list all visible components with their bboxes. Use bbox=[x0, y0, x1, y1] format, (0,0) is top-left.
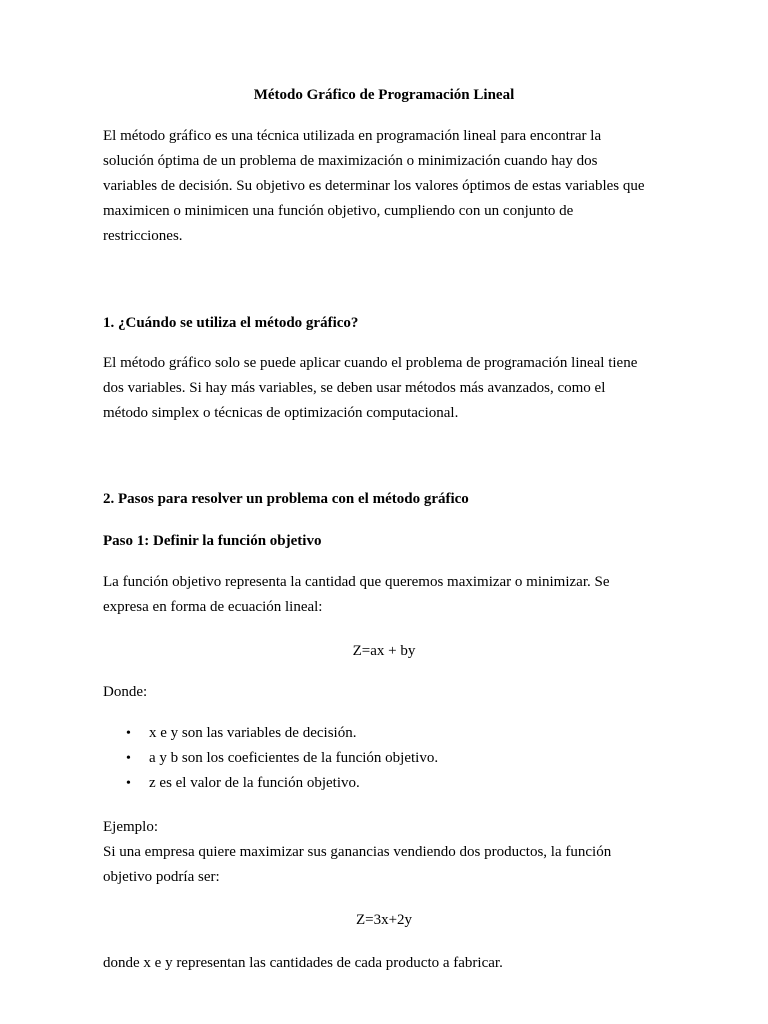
formula-objective-general: Z=ax + by bbox=[352, 643, 416, 659]
intro-line: El método gráfico es una técnica utilizada en programación lineal para encontrar la bbox=[103, 128, 602, 144]
list-item-text: x e y son las variables de decisión. bbox=[149, 725, 357, 741]
example-label: Ejemplo: bbox=[103, 819, 158, 835]
section1-line: El método gráfico solo se puede aplicar cuando el problema de programación lineal tiene bbox=[103, 355, 638, 371]
variables-bullet-list bbox=[103, 721, 438, 796]
intro-line: solución óptima de un problema de maximización o minimización cuando hay dos bbox=[103, 153, 598, 169]
intro-line: restricciones. bbox=[103, 228, 183, 244]
list-item-text: a y b son los coeficientes de la función objetivo. bbox=[149, 750, 439, 766]
section1-line: dos variables. Si hay más variables, se deben usar métodos más avanzados, como el bbox=[103, 380, 606, 396]
intro-line: variables de decisión. Su objetivo es determinar los valores óptimos de estas variables que bbox=[103, 178, 645, 194]
intro-paragraph bbox=[103, 124, 645, 249]
section1-paragraph bbox=[103, 351, 637, 426]
bullet-icon: • bbox=[126, 726, 131, 741]
formula-objective-example: Z=3x+2y bbox=[355, 912, 413, 928]
step1-line: expresa en forma de ecuación lineal: bbox=[103, 599, 323, 615]
section1-heading: 1. ¿Cuándo se utiliza el método gráfico? bbox=[103, 315, 359, 331]
section2-heading: 2. Pasos para resolver un problema con el método gráfico bbox=[103, 491, 469, 507]
intro-line: maximicen o minimicen una función objetivo, cumpliendo con un conjunto de bbox=[103, 203, 574, 219]
bullet-icon: • bbox=[126, 776, 131, 791]
list-item bbox=[103, 771, 438, 796]
step1-line: La función objetivo representa la cantidad que queremos maximizar o minimizar. Se bbox=[103, 574, 610, 590]
closing-line: donde x e y representan las cantidades de cada producto a fabricar. bbox=[103, 955, 503, 971]
document-title: Método Gráfico de Programación Lineal bbox=[253, 87, 515, 103]
example-line: objetivo podría ser: bbox=[103, 869, 220, 885]
list-item-text: z es el valor de la función objetivo. bbox=[149, 775, 360, 791]
example-paragraph bbox=[103, 815, 611, 890]
step1-paragraph bbox=[103, 570, 610, 620]
section1-line: método simplex o técnicas de optimización computacional. bbox=[103, 405, 459, 421]
bullet-icon: • bbox=[126, 751, 131, 766]
list-item bbox=[103, 746, 438, 771]
step1-heading: Paso 1: Definir la función objetivo bbox=[103, 533, 322, 549]
list-item bbox=[103, 721, 438, 746]
donde-label: Donde: bbox=[103, 684, 148, 700]
example-line: Si una empresa quiere maximizar sus ganancias vendiendo dos productos, la función bbox=[103, 844, 612, 860]
